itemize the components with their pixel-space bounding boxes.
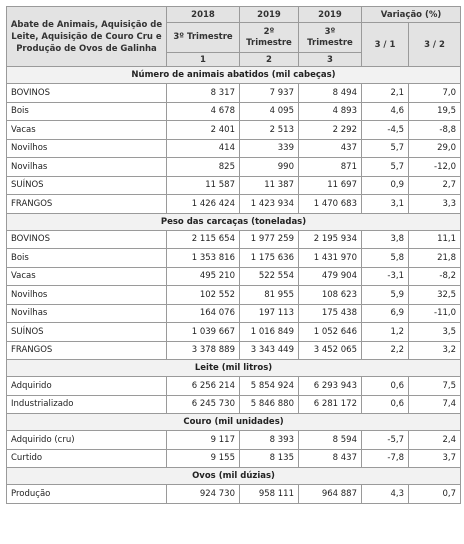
value-cell: 1 426 424 [167,195,240,214]
section-title: Ovos (mil dúzias) [7,468,461,485]
row-label: Curtido [7,449,167,468]
row-label: Vacas [7,121,167,140]
value-cell: 8 494 [299,84,362,103]
variation-cell: -4,5 [362,121,409,140]
value-cell: 11 587 [167,176,240,195]
variation-cell: 4,6 [362,102,409,121]
table-row [7,395,461,414]
variation-cell: 29,0 [409,139,461,158]
variation-cell: -5,7 [362,431,409,450]
table-row [7,485,461,504]
variation-cell: -11,0 [409,304,461,323]
table-row [7,267,461,286]
section-header-row [7,213,461,230]
value-cell: 6 245 730 [167,395,240,414]
value-cell: 8 317 [167,84,240,103]
row-label: Novilhos [7,139,167,158]
value-cell: 11 387 [240,176,299,195]
row-label: Produção [7,485,167,504]
table-row [7,102,461,121]
variation-cell: 3,3 [409,195,461,214]
value-cell: 6 281 172 [299,395,362,414]
variation-cell: 2,1 [362,84,409,103]
value-cell: 8 437 [299,449,362,468]
row-label: SUÍNOS [7,323,167,342]
value-cell: 8 135 [240,449,299,468]
variation-cell: -8,8 [409,121,461,140]
value-cell: 1 353 816 [167,249,240,268]
value-cell: 2 292 [299,121,362,140]
row-label: BOVINOS [7,230,167,249]
variation-header: Variação (%) [362,7,461,23]
variation-cell: 7,4 [409,395,461,414]
quarter-header: 3º Trimestre [167,23,240,53]
value-cell: 164 076 [167,304,240,323]
value-cell: 8 393 [240,431,299,450]
table-row [7,431,461,450]
table-row [7,139,461,158]
variation-cell: 21,8 [409,249,461,268]
value-cell: 4 678 [167,102,240,121]
section-header-row [7,360,461,377]
row-label: FRANGOS [7,341,167,360]
table-row [7,230,461,249]
table-row [7,121,461,140]
quarter-number: 2 [240,53,299,67]
table-row [7,323,461,342]
table-row [7,84,461,103]
row-label: Bois [7,102,167,121]
value-cell: 1 431 970 [299,249,362,268]
row-label: Adquirido (cru) [7,431,167,450]
value-cell: 2 401 [167,121,240,140]
section-title: Leite (mil litros) [7,360,461,377]
row-label: Bois [7,249,167,268]
variation-cell: 3,1 [362,195,409,214]
variation-cell: -8,2 [409,267,461,286]
variation-cell: 6,9 [362,304,409,323]
table-row [7,304,461,323]
value-cell: 8 594 [299,431,362,450]
table-row [7,449,461,468]
value-cell: 964 887 [299,485,362,504]
variation-cell: 1,2 [362,323,409,342]
quarter-number: 1 [167,53,240,67]
variation-cell: 3,7 [409,449,461,468]
variation-cell: -3,1 [362,267,409,286]
value-cell: 81 955 [240,286,299,305]
row-label: Novilhos [7,286,167,305]
value-cell: 825 [167,158,240,177]
variation-cell: 19,5 [409,102,461,121]
value-cell: 479 904 [299,267,362,286]
value-cell: 108 623 [299,286,362,305]
variation-cell: 4,3 [362,485,409,504]
row-label: FRANGOS [7,195,167,214]
value-cell: 5 854 924 [240,377,299,396]
variation-cell: 7,5 [409,377,461,396]
value-cell: 3 378 889 [167,341,240,360]
quarter-header: 2º Trimestre [240,23,299,53]
value-cell: 871 [299,158,362,177]
section-title: Peso das carcaças (toneladas) [7,213,461,230]
table-row [7,341,461,360]
value-cell: 2 195 934 [299,230,362,249]
value-cell: 9 155 [167,449,240,468]
variation-cell: 3,2 [409,341,461,360]
section-header-row [7,67,461,84]
variation-col-header: 3 / 1 [362,23,409,67]
year-header: 2019 [240,7,299,23]
section-header-row [7,414,461,431]
row-label: Adquirido [7,377,167,396]
variation-cell: 3,8 [362,230,409,249]
value-cell: 1 470 683 [299,195,362,214]
section-header-row [7,468,461,485]
value-cell: 1 175 636 [240,249,299,268]
value-cell: 1 052 646 [299,323,362,342]
table-row [7,158,461,177]
variation-cell: 3,5 [409,323,461,342]
variation-cell: 2,2 [362,341,409,360]
quarter-number: 3 [299,53,362,67]
variation-cell: -7,8 [362,449,409,468]
value-cell: 414 [167,139,240,158]
value-cell: 1 423 934 [240,195,299,214]
value-cell: 522 554 [240,267,299,286]
data-table [6,6,461,504]
row-label: Novilhas [7,158,167,177]
value-cell: 958 111 [240,485,299,504]
variation-cell: 5,7 [362,158,409,177]
table-title: Abate de Animais, Aquisição de Leite, Aquisição de Couro Cru e Produção de Ovos de Galinha [7,7,167,67]
variation-cell: 0,7 [409,485,461,504]
variation-cell: 5,9 [362,286,409,305]
variation-cell: 11,1 [409,230,461,249]
value-cell: 437 [299,139,362,158]
value-cell: 175 438 [299,304,362,323]
value-cell: 339 [240,139,299,158]
variation-cell: 7,0 [409,84,461,103]
value-cell: 197 113 [240,304,299,323]
table-body [7,67,461,504]
quarter-header: 3º Trimestre [299,23,362,53]
variation-cell: 2,7 [409,176,461,195]
value-cell: 495 210 [167,267,240,286]
value-cell: 11 697 [299,176,362,195]
value-cell: 5 846 880 [240,395,299,414]
row-label: SUÍNOS [7,176,167,195]
value-cell: 4 893 [299,102,362,121]
variation-cell: 32,5 [409,286,461,305]
section-title: Couro (mil unidades) [7,414,461,431]
table-row [7,377,461,396]
value-cell: 6 293 943 [299,377,362,396]
table-row [7,176,461,195]
year-header: 2019 [299,7,362,23]
value-cell: 1 016 849 [240,323,299,342]
table-header [7,7,461,67]
variation-cell: 0,9 [362,176,409,195]
value-cell: 3 343 449 [240,341,299,360]
section-title: Número de animais abatidos (mil cabeças) [7,67,461,84]
value-cell: 102 552 [167,286,240,305]
variation-cell: 0,6 [362,377,409,396]
value-cell: 9 117 [167,431,240,450]
value-cell: 3 452 065 [299,341,362,360]
year-header: 2018 [167,7,240,23]
variation-cell: -12,0 [409,158,461,177]
table-row [7,249,461,268]
table-row [7,195,461,214]
row-label: Industrializado [7,395,167,414]
variation-cell: 5,7 [362,139,409,158]
row-label: Vacas [7,267,167,286]
row-label: Novilhas [7,304,167,323]
value-cell: 4 095 [240,102,299,121]
variation-cell: 5,8 [362,249,409,268]
value-cell: 2 513 [240,121,299,140]
value-cell: 990 [240,158,299,177]
value-cell: 1 039 667 [167,323,240,342]
value-cell: 6 256 214 [167,377,240,396]
value-cell: 1 977 259 [240,230,299,249]
variation-cell: 2,4 [409,431,461,450]
variation-col-header: 3 / 2 [409,23,461,67]
value-cell: 7 937 [240,84,299,103]
variation-cell: 0,6 [362,395,409,414]
value-cell: 2 115 654 [167,230,240,249]
table-row [7,286,461,305]
row-label: BOVINOS [7,84,167,103]
value-cell: 924 730 [167,485,240,504]
